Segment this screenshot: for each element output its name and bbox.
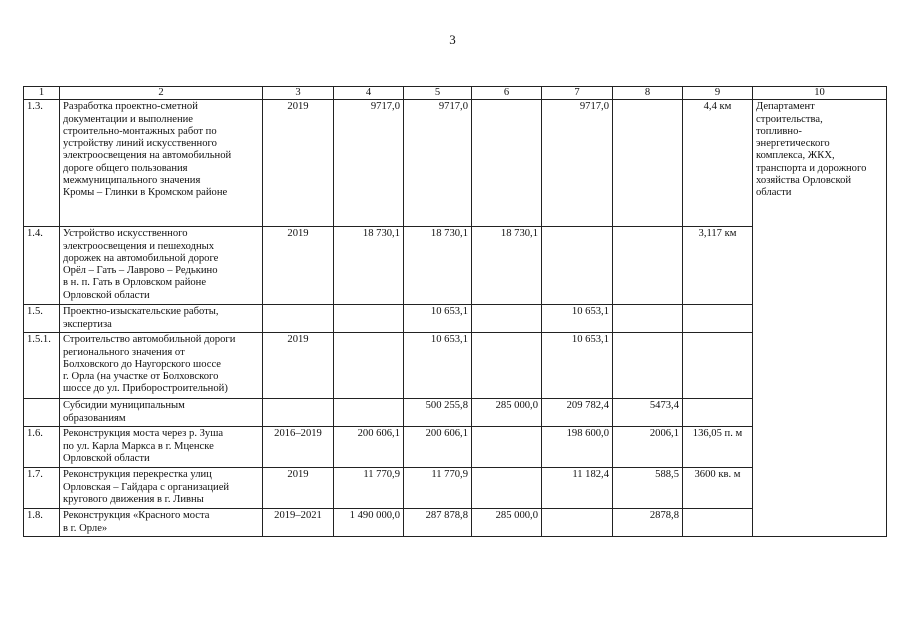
row-number-cell: 1.4. bbox=[24, 227, 60, 305]
department-line: комплекса, ЖКХ, bbox=[756, 150, 835, 162]
description-line: Проектно-изыскательские работы, bbox=[63, 306, 219, 318]
total-cost-cell bbox=[334, 333, 404, 399]
total-cost-cell: 200 606,1 bbox=[334, 427, 404, 468]
header-cell: 3 bbox=[263, 87, 334, 100]
indicator-cell: 4,4 км bbox=[683, 100, 753, 227]
col8-cell: 5473,4 bbox=[613, 399, 683, 427]
description-line: в н. п. Гать в Орловском районе bbox=[63, 277, 207, 289]
header-cell: 9 bbox=[683, 87, 753, 100]
year-cell bbox=[263, 305, 334, 333]
description-line: г. Орла (на участке от Болховского bbox=[63, 371, 219, 383]
year-cell bbox=[263, 399, 334, 427]
col7-cell: 9717,0 bbox=[542, 100, 613, 227]
description-cell bbox=[60, 399, 263, 427]
description-cell bbox=[60, 227, 263, 305]
description-line: в г. Орле» bbox=[63, 522, 108, 534]
department-line: строительства, bbox=[756, 113, 823, 125]
description-line: Устройство искусственного bbox=[63, 228, 188, 240]
col5-cell: 500 255,8 bbox=[404, 399, 472, 427]
year-cell: 2019 bbox=[263, 333, 334, 399]
col8-cell bbox=[613, 227, 683, 305]
row-number-cell: 1.5.1. bbox=[24, 333, 60, 399]
description-line: Строительство автомобильной дороги bbox=[63, 334, 236, 346]
department-line: топливно- bbox=[756, 125, 802, 137]
description-line: документации и выполнение bbox=[63, 113, 193, 125]
year-cell: 2019–2021 bbox=[263, 509, 334, 537]
description-line: по ул. Карла Маркса в г. Мценске bbox=[63, 440, 214, 452]
description-line: межмуниципального значения bbox=[63, 175, 201, 187]
indicator-cell bbox=[683, 509, 753, 537]
description-cell bbox=[60, 333, 263, 399]
description-line: электроосвещения и пешеходных bbox=[63, 240, 215, 252]
year-cell: 2019 bbox=[263, 468, 334, 509]
description-line: Реконструкция перекрестка улиц bbox=[63, 469, 212, 481]
description-line: Реконструкция «Красного моста bbox=[63, 510, 210, 522]
header-cell: 1 bbox=[24, 87, 60, 100]
description-cell bbox=[60, 305, 263, 333]
description-cell bbox=[60, 509, 263, 537]
description-line: регионального значения от bbox=[63, 346, 185, 358]
total-cost-cell bbox=[334, 305, 404, 333]
indicator-cell bbox=[683, 305, 753, 333]
description-line: дорожек на автомобильной дороге bbox=[63, 252, 219, 264]
col5-cell: 9717,0 bbox=[404, 100, 472, 227]
col8-cell: 588,5 bbox=[613, 468, 683, 509]
department-cell bbox=[753, 100, 887, 537]
description-line: Орловская – Гайдара с организацией bbox=[63, 481, 230, 493]
total-cost-cell bbox=[334, 399, 404, 427]
description-line: Разработка проектно-сметной bbox=[63, 101, 198, 113]
col5-cell: 11 770,9 bbox=[404, 468, 472, 509]
row-number-cell: 1.5. bbox=[24, 305, 60, 333]
indicator-cell bbox=[683, 333, 753, 399]
col7-cell: 11 182,4 bbox=[542, 468, 613, 509]
col7-cell: 198 600,0 bbox=[542, 427, 613, 468]
indicator-cell: 3600 кв. м bbox=[683, 468, 753, 509]
program-table bbox=[23, 86, 887, 537]
row-number-cell bbox=[24, 399, 60, 427]
description-line: дороге общего пользования bbox=[63, 162, 188, 174]
header-row bbox=[24, 87, 887, 100]
description-line: устройству линий искусственного bbox=[63, 138, 217, 150]
department-line: транспорта и дорожного bbox=[756, 162, 867, 174]
description-line: Орловской области bbox=[63, 452, 150, 464]
col8-cell: 2006,1 bbox=[613, 427, 683, 468]
col7-cell: 10 653,1 bbox=[542, 305, 613, 333]
total-cost-cell: 11 770,9 bbox=[334, 468, 404, 509]
total-cost-cell: 9717,0 bbox=[334, 100, 404, 227]
col5-cell: 18 730,1 bbox=[404, 227, 472, 305]
col7-cell: 209 782,4 bbox=[542, 399, 613, 427]
department-line: хозяйства Орловской bbox=[756, 175, 852, 187]
total-cost-cell: 18 730,1 bbox=[334, 227, 404, 305]
total-cost-cell: 1 490 000,0 bbox=[334, 509, 404, 537]
header-cell: 5 bbox=[404, 87, 472, 100]
col5-cell: 10 653,1 bbox=[404, 305, 472, 333]
row-number-cell: 1.8. bbox=[24, 509, 60, 537]
row-number-cell: 1.7. bbox=[24, 468, 60, 509]
header-cell: 2 bbox=[60, 87, 263, 100]
col6-cell: 285 000,0 bbox=[472, 509, 542, 537]
indicator-cell: 136,05 п. м bbox=[683, 427, 753, 468]
description-line: Кромы – Глинки в Кромском районе bbox=[63, 187, 228, 199]
col8-cell bbox=[613, 100, 683, 227]
col8-cell bbox=[613, 305, 683, 333]
description-cell bbox=[60, 100, 263, 227]
col6-cell bbox=[472, 100, 542, 227]
year-cell: 2019 bbox=[263, 100, 334, 227]
description-line: Орёл – Гать – Лаврово – Редькино bbox=[63, 265, 218, 277]
col6-cell: 285 000,0 bbox=[472, 399, 542, 427]
description-line: Субсидии муниципальным bbox=[63, 400, 185, 412]
description-cell bbox=[60, 468, 263, 509]
year-cell: 2016–2019 bbox=[263, 427, 334, 468]
description-line: образованиям bbox=[63, 412, 126, 424]
header-cell: 6 bbox=[472, 87, 542, 100]
col7-cell bbox=[542, 509, 613, 537]
header-cell: 4 bbox=[334, 87, 404, 100]
col6-cell bbox=[472, 333, 542, 399]
department-line: Департамент bbox=[756, 101, 815, 113]
description-line: Реконструкция моста через р. Зуша bbox=[63, 428, 224, 440]
description-line: строительно-монтажных работ по bbox=[63, 125, 217, 137]
header-cell: 10 bbox=[753, 87, 887, 100]
page-number: 3 bbox=[449, 32, 456, 47]
col6-cell bbox=[472, 427, 542, 468]
col7-cell: 10 653,1 bbox=[542, 333, 613, 399]
col6-cell: 18 730,1 bbox=[472, 227, 542, 305]
description-cell bbox=[60, 427, 263, 468]
description-line: электроосвещения на автомобильной bbox=[63, 150, 232, 162]
department-line: области bbox=[756, 187, 792, 199]
col5-cell: 287 878,8 bbox=[404, 509, 472, 537]
description-line: экспертиза bbox=[63, 318, 112, 330]
row-number-cell: 1.3. bbox=[24, 100, 60, 227]
department-line: энергетического bbox=[756, 138, 830, 150]
description-line: шоссе до ул. Приборостроительной) bbox=[63, 383, 228, 395]
col6-cell bbox=[472, 468, 542, 509]
col5-cell: 200 606,1 bbox=[404, 427, 472, 468]
header-cell: 7 bbox=[542, 87, 613, 100]
col8-cell bbox=[613, 333, 683, 399]
indicator-cell: 3,117 км bbox=[683, 227, 753, 305]
header-cell: 8 bbox=[613, 87, 683, 100]
col7-cell bbox=[542, 227, 613, 305]
table-row bbox=[24, 100, 887, 227]
col5-cell: 10 653,1 bbox=[404, 333, 472, 399]
description-line: Болховского до Наугорского шоссе bbox=[63, 358, 221, 370]
row-number-cell: 1.6. bbox=[24, 427, 60, 468]
indicator-cell bbox=[683, 399, 753, 427]
col6-cell bbox=[472, 305, 542, 333]
description-line: Орловской области bbox=[63, 289, 150, 301]
description-line: кругового движения в г. Ливны bbox=[63, 493, 204, 505]
col8-cell: 2878,8 bbox=[613, 509, 683, 537]
year-cell: 2019 bbox=[263, 227, 334, 305]
